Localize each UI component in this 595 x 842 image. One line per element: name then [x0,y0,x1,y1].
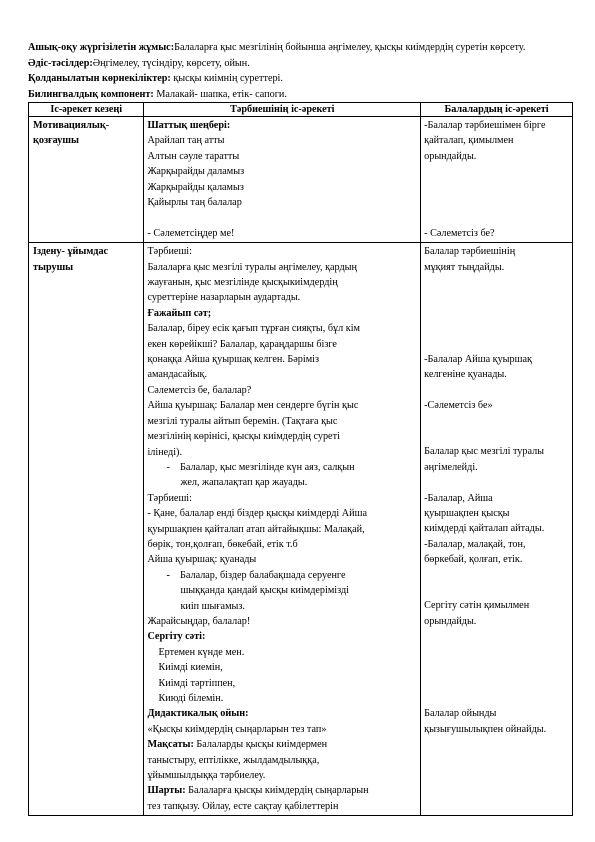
teacher-label: Тәрбиеші: [147,492,192,504]
teacher-text: ұйымшылдыққа тәрбиелеу. [147,770,266,782]
child-action: -Балалар, малақай, тон, [424,538,526,550]
teacher-text: мезгілінің көрінісі, қысқы киімдердің суреті [147,431,340,443]
child-action: мұқият тыңдайды. [424,261,505,273]
section-title: Шаттық шеңбері: [147,120,231,131]
child-action: Сергіту сәтін қимылмен [424,600,530,612]
visual-aids-text: қысқы киімнің суреттері. [173,73,283,84]
goal-label: Мақсаты: [147,739,194,751]
child-action: қайталап, қимылмен [424,135,514,147]
teacher-text: - Қане, балалар енді біздер қысқы киімдерді Айша [147,508,367,520]
teacher-text: Балалар, қыс мезгілінде күн аяз, салқын [180,461,355,473]
bilingual-line [28,87,573,103]
section-title: Ғажайып сәт; [147,307,212,319]
table-row [29,117,573,243]
poem-line: Жарқырайды қаламыз [147,181,244,193]
teacher-text: шыққанда қандай қысқы киімдерімізді [180,585,349,597]
teacher-text: бөрік, тон,қолғап, бөкебай, етік т.б [147,538,298,550]
teacher-text: Жарайсыңдар, балалар! [147,615,251,627]
child-action: Балалар қыс мезгілі туралы [424,446,545,458]
child-response: - Сәлеметсіз бе? [424,227,495,239]
child-action: -Балалар, Айша [424,492,493,504]
stage-name: тырушы [33,261,74,273]
teacher-text: қуыршақпен қайталап атап айтайықшы: Малақай, [147,523,365,535]
teacher-text: таныстыру, ептілікке, жылдамдылыққа, [147,754,320,766]
visual-aids-line [28,71,573,87]
teacher-text: қонаққа Айша қуыршақ келген. Бәріміз [147,354,320,366]
teacher-text: Балалар, біздер балабақшада серуенге [180,569,346,581]
teacher-text: Айша қуыршақ: қуанады [147,554,257,566]
child-action: қуыршақпен қысқы [424,508,510,519]
header-children: Балалардың іс-әрекеті [421,103,573,117]
child-response: -Сәлеметсіз бе» [424,400,493,412]
child-action: Балалар ойынды [424,708,497,720]
lesson-intro [28,40,573,102]
teacher-cell [144,117,421,243]
stage-cell [29,117,144,243]
document-page [28,40,573,816]
stage-name: қозғаушы [33,135,79,147]
teacher-text: суреттеріне назарларын аудартады. [147,292,301,304]
poem-line: Киімді тәртіппен, [158,677,236,689]
dash-item: - Балалар, біздер балабақшада серуенге шыққанда қандай қысқы киімдерімізді киіп шығамыз. [166,569,349,612]
teacher-cell [144,243,421,816]
goal-label: Ашық-оқу жүргізілетін жұмыс: [28,42,175,53]
bilingual-label: Билингвалдық компонент: [28,88,154,100]
child-action: -Балалар тәрбиешімен бірге [424,120,546,131]
teacher-text: мезгілі туралы айтып беремін. (Тақтаға қыс [147,415,338,427]
teacher-text: Балалар, біреу есік қағып тұрған сияқты, бұл кім [147,323,361,335]
teacher-text: амандасайық. [147,369,207,381]
goal-line [28,40,573,56]
teacher-text: Балаларға қыс мезгілі туралы әңгімелеу, қардың [147,261,357,273]
goal-text: Балаларға қыс мезгілінің бойынша әңгімелеу, қысқы киімдердің суретін көрсету. [174,42,526,53]
child-action: киімдерді қайталап айтады. [424,523,545,535]
child-action: әңгімелейді. [424,461,478,473]
poem-line: Жарқырайды даламыз [147,166,245,178]
teacher-text: Айша қуыршақ: Балалар мен сендерге бүгін қыс [147,400,359,412]
poem-line: Киімді киемін, [158,662,223,674]
greeting-line: - Сәлеметсіңдер ме! [147,227,235,239]
teacher-text: Балаларға қысқы киімдердің сыңарларын [185,785,369,797]
child-action: бөркебай, қолғап, етік. [424,554,523,566]
stage-name: Мотивациялық- [33,120,110,131]
poem-line: Киюді білемін. [158,693,224,705]
section-title: Сергіту сәті: [147,631,206,643]
dash-item: - Балалар, қыс мезгілінде күн аяз, салқын жел, жапалақтап қар жауады. [166,461,355,489]
child-action: орындайды. [424,615,477,627]
child-action: келгеніне қуанады. [424,369,507,381]
header-stage: Іс-әрекет кезеңі [29,103,144,117]
table-row [29,243,573,816]
game-title: «Қысқы киімдердің сыңарларын тез тап» [147,723,327,735]
stage-cell [29,243,144,816]
child-action: Балалар тәрбиешінің [424,246,516,258]
teacher-text: киіп шығамыз. [180,600,245,612]
teacher-label: Тәрбиеші: [147,246,192,258]
teacher-text: тез тапқызу. Ойлау, есте сақтау қабілеттерін [147,800,339,812]
child-action: орындайды. [424,150,477,162]
poem-line: Қайырлы таң балалар [147,197,242,209]
bilingual-text: Малакай- шапка, етік- сапоги. [156,88,287,100]
child-action: қызығушылықпен ойнайды. [424,723,547,735]
teacher-text: ілінеді). [147,446,182,458]
teacher-text: жауғанын, қыс мезгілінде қысқыкиімдердің [147,277,338,289]
poem-line: Алтын сәуле таратты [147,150,240,162]
methods-line [28,56,573,72]
teacher-text: екен көрейікші? Балалар, қараңдаршы бізге [147,338,337,350]
poem-line: Арайлап таң атты [147,135,225,147]
methods-text: Әңгімелеу, түсіндіру, көрсету, ойын. [92,57,250,69]
lesson-table [28,102,573,816]
children-cell [421,243,573,816]
teacher-text: Балаларды қысқы киімдермен [193,739,328,751]
section-title: Дидактикалық ойын: [147,708,249,720]
children-cell [421,117,573,243]
methods-label: Әдіс-тәсілдер: [28,57,93,69]
table-header-row [29,103,573,117]
teacher-text: жел, жапалақтап қар жауады. [180,477,308,489]
visual-aids-label: Қолданылатын көрнекіліктер: [28,73,171,84]
teacher-text: Сәлеметсіз бе, балалар? [147,384,252,396]
header-teacher: Тәрбиешінің іс-әрекеті [144,103,421,117]
poem-line: Ертемен күнде мен. [158,646,245,658]
stage-name: Іздену- ұйымдас [33,246,109,258]
child-action: -Балалар Айша қуыршақ [424,354,532,365]
rules-label: Шарты: [147,785,186,797]
